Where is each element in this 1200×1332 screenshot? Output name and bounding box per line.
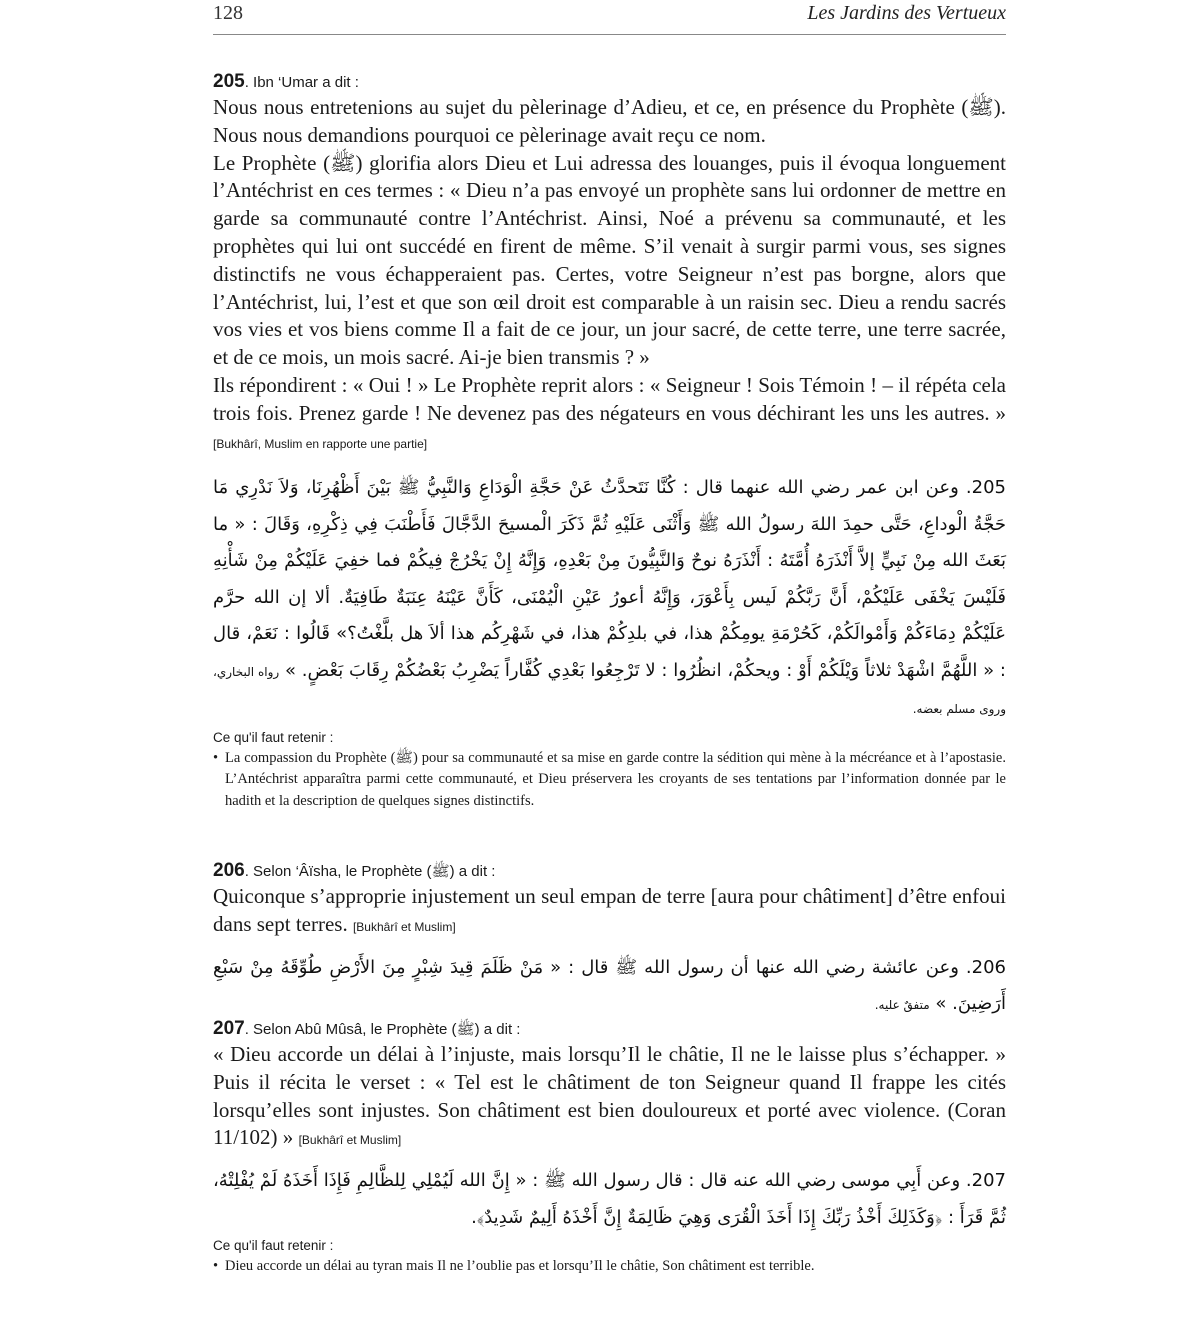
hadith-paragraph-text: « Dieu accorde un délai à l’injuste, mais lorsqu’Il le châtie, Il ne le laisse plus s’échapper. » Puis il récita le verset : « Tel est le châtiment de ton Seigneur quand Il frappe les cités lorsqu’elles sont injustes. Son châtiment est bien douloureux et porté avec violence. (Coran 11/102) »: [213, 1042, 1006, 1150]
hadith-number: 206: [213, 860, 245, 881]
arabic-body: 207. وعن أَبِي موسى رضي الله عنه قال : قال رسول الله ﷺ : « إِنَّ الله لَيُمْلِي لِلظَّالِمِ فَإِذَا أَخَذَهُ لَمْ يُفْلِتْهُ، ثُمَّ قَرَأَ : ﴿وَكَذَلِكَ أَخْذُ رَبِّكَ إِذَا أَخَذَ الْقُرَى وَهِيَ ظَالِمَةٌ إِنَّ أَخْذَهُ أَلِيمٌ شَدِيدٌ﴾.: [213, 1170, 1006, 1228]
hadith-narrator: . Ibn ‘Umar a dit :: [244, 74, 359, 91]
hadith-reference: [Bukhârî et Muslim]: [352, 919, 456, 934]
retain-label: Ce qu'il faut retenir :: [213, 1238, 334, 1254]
hadith-narrator: . Selon ‘Âïsha, le Prophète (ﷺ) a dit :: [244, 863, 496, 880]
retain-label: Ce qu'il faut retenir :: [213, 729, 334, 745]
hadith-paragraph: Nous nous entretenions au sujet du pèlerinage d’Adieu, et ce, en présence du Prophète (ﷺ). Nous nous demandions pourquoi ce pèlerinage avait reçu ce nom.: [213, 95, 1006, 147]
hadith-paragraph-text: Quiconque s’approprie injustement un seul empan de terre [aura pour châtiment] d’être enfoui dans sept terres.: [213, 884, 1006, 936]
hadith-heading: [213, 1018, 1006, 1041]
hadith-heading: [213, 71, 1006, 94]
arabic-text: [213, 1163, 1006, 1236]
book-page: [213, 0, 1006, 1275]
hadith-reference: [Bukhârî, Muslim en rapporte une partie]: [213, 436, 428, 451]
hadith-narrator: . Selon Abû Mûsâ, le Prophète (ﷺ) a dit :: [244, 1021, 521, 1038]
retain-point: • Dieu accorde un délai au tyran mais Il ne l’oublie pas et lorsqu’Il le châtie, Son châtiment est terrible.: [213, 1256, 1006, 1278]
arabic-body: 206. وعن عائشة رضي الله عنها أن رسول الله ﷺ قال : « مَنْ ظَلَمَ قِيدَ شِبْرٍ مِنَ الأَرْضِ طُوِّقَهُ مِنْ سَبْعِ أَرَضِينَ. »: [213, 956, 1006, 1015]
hadith-paragraph: Le Prophète (ﷺ) glorifia alors Dieu et Lui adressa des louanges, puis il évoqua longuement l’Antéchrist en ces termes : « Dieu n’a pas envoyé un prophète sans lui ordonner de mettre en garde sa communauté contre l’Antéchrist. Ainsi, Noé a prévenu sa communauté, et les prophètes qui lui ont succédé en firent de même. S’il venait à surgir parmi vous, ses signes distinctifs ne vous échapperaient pas. Certes, votre Seigneur n’est pas borgne, alors que l’Antéchrist, lui, l’est et que son œil droit est comparable à un raisin sec. Dieu a rendu sacrés vos vies et vos biens comme Il a fait de ce jour, un jour sacré, de cette terre, une terre sacrée, et de ce mois, un mois sacré. Ai-je bien transmis ? »: [213, 150, 1006, 370]
retain-point: • La compassion du Prophète (ﷺ) pour sa communauté et sa mise en garde contre la sédition qui mène à la mécréance et à l’apostasie. L’Antéchrist apparaîtra parmi cette communauté, et Dieu préservera les croyants de ses tentations par l’information donnée par le hadith et la description de quelques signes distinctifs.: [213, 748, 1006, 813]
arabic-text: [213, 950, 1006, 1024]
arabic-text: [213, 470, 1006, 728]
arabic-body: 205. وعن ابن عمر رضي الله عنهما قال : كُنَّا نَتَحدَّثُ عَنْ حَجَّةِ الْوَدَاعِ وَالنَّبِيُّ ﷺ بَيْنَ أَظْهُرِنَا، وَلاَ نَدْرِي مَا حَجَّةُ الْوداعِ، حَتَّى حمِدَ اللهَ رسولُ الله ﷺ وَأَثْنَى عَلَيْهِ ثُمَّ ذَكَرَ الْمسيحَ الدَّجَّالَ فَأَطْنَبَ فِي ذِكْرِهِ، وَقَالَ : « ما بَعَثَ الله مِنْ نَبِيٍّ إلاَّ أَنْذَرَهُ أُمَّتَهُ : أَنْذَرَهُ نوحٌ وَالنَّبِيُّونَ مِنْ بَعْدِهِ، وَإِنَّهُ إِنْ يَخْرُجْ فِيكُمْ فما خفِيَ عَلَيْكُمْ مِنْ شَأْنِهِ فَلَيْسَ يَخْفَى عَلَيْكُمْ، أَنَّ رَبَّكُمْ لَيس بِأَعْوَرَ، وَإِنَّهُ أعورُ عَيْنِ الْيُمْنَى، كَأَنَّ عَيْنَهُ عِنَبَةٌ طَافِيَةٌ. ألا إن الله حرَّم عَلَيْكُمْ دِمَاءَكُمْ وَأَمْوالَكُمْ، كَحُرْمَةِ يومِكُمْ هذا، في بلدِكُمْ هذا، في شَهْرِكُم هذا ألاَ هل بلَّغْتُ؟» قَالُوا : نَعَمْ، قال : « اللَّهُمَّ اشْهَدْ ثلاثاً وَيْلَكُمْ أَوْ : ويحكُمْ، انظُرُوا : لا تَرْجِعُوا بَعْدِي كُفَّاراً يَضْرِبُ بَعْضُكُمْ رِقَابَ بَعْضٍ. »: [213, 477, 1006, 681]
running-header: [213, 0, 1006, 35]
hadith-paragraph: [213, 1041, 1006, 1155]
hadith-207: [213, 1018, 1006, 1278]
retain-list: [213, 748, 1006, 813]
hadith-205: [213, 71, 1006, 812]
retain-list: [213, 1256, 1006, 1278]
hadith-number: 205: [213, 71, 245, 92]
hadith-206: [213, 860, 1006, 1024]
page-number: 128: [213, 2, 243, 24]
hadith-paragraph: [213, 372, 1006, 458]
book-title: Les Jardins des Vertueux: [807, 2, 1006, 24]
hadith-paragraph: [213, 883, 1006, 942]
arabic-reference: رواه البخاري، وروى مسلم بعضه.: [213, 664, 1006, 717]
hadith-heading: [213, 860, 1006, 883]
hadith-reference: [Bukhârî et Muslim]: [298, 1133, 402, 1148]
hadith-number: 207: [213, 1018, 245, 1039]
hadith-paragraph-text: Ils répondirent : « Oui ! » Le Prophète reprit alors : « Seigneur ! Sois Témoin ! – il répéta cela trois fois. Prenez garde ! Ne devenez pas des négateurs en vous déchirant les uns les autres. »: [213, 372, 1006, 425]
arabic-reference: متفقٌ عليه.: [874, 998, 930, 1013]
